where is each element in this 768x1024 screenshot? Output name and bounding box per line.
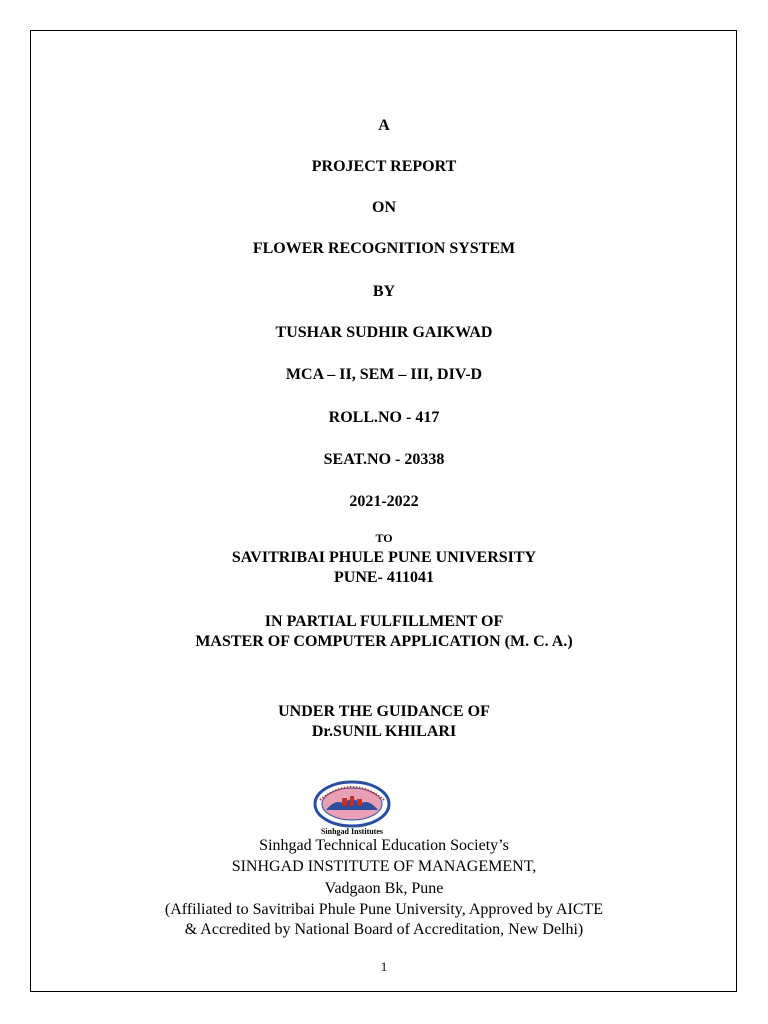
fulfillment-text: IN PARTIAL FULFILLMENT OF: [264, 613, 504, 630]
logo-caption: Sinhgad Institutes: [320, 827, 384, 836]
report-by: BY: [372, 283, 396, 300]
guidance-text: UNDER THE GUIDANCE OF: [278, 703, 490, 720]
institute-name: SINHGAD INSTITUTE OF MANAGEMENT,: [231, 858, 537, 875]
university-name: SAVITRIBAI PHULE PUNE UNIVERSITY: [231, 549, 537, 566]
affiliation-line-2: & Accredited by National Board of Accreditation, New Delhi): [184, 921, 584, 938]
roll-number: ROLL.NO - 417: [328, 409, 440, 426]
author-name: TUSHAR SUDHIR GAIKWAD: [275, 324, 493, 341]
course-info: MCA – II, SEM – III, DIV-D: [285, 366, 483, 383]
report-a: A: [378, 117, 390, 134]
institute-address: Vadgaon Bk, Pune: [324, 880, 444, 897]
report-title: FLOWER RECOGNITION SYSTEM: [252, 240, 516, 257]
degree-name: MASTER OF COMPUTER APPLICATION (M. C. A.): [195, 633, 573, 650]
seat-number: SEAT.NO - 20338: [323, 451, 445, 468]
report-to: TO: [375, 531, 393, 545]
page-number: 1: [380, 959, 388, 974]
academic-year: 2021-2022: [349, 493, 419, 510]
report-on: ON: [372, 199, 396, 216]
affiliation-line-1: (Affiliated to Savitribai Phule Pune University, Approved by AICTE: [164, 901, 604, 918]
university-city: PUNE- 411041: [334, 569, 434, 586]
guide-name: Dr.SUNIL KHILARI: [311, 723, 457, 740]
report-type: PROJECT REPORT: [311, 158, 457, 175]
sinhgad-logo-icon: [312, 780, 392, 836]
society-name: Sinhgad Technical Education Society’s: [259, 837, 509, 854]
